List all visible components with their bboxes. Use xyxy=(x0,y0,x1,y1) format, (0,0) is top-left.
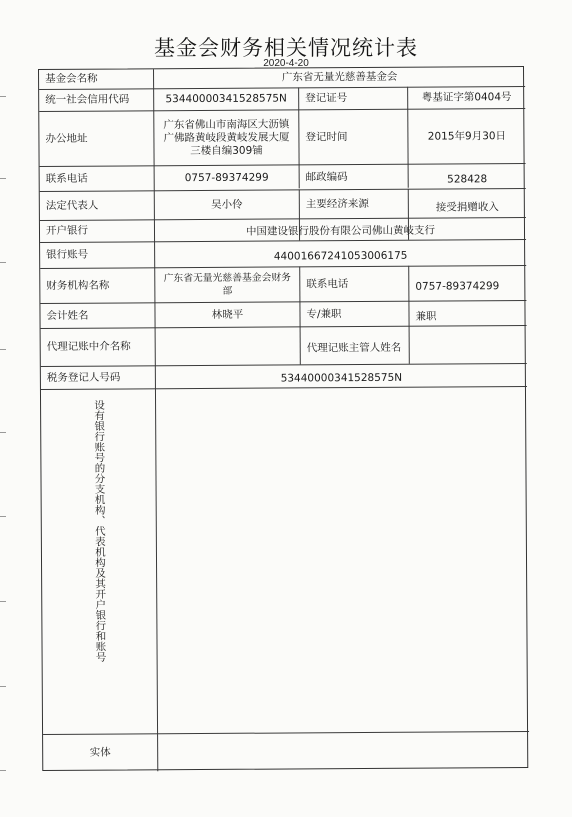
postcode-label: 邮政编码 xyxy=(305,170,348,183)
account-value: 44001667241053006175 xyxy=(273,249,408,263)
income-source-value: 接受捐赠收入 xyxy=(435,200,499,214)
statistics-table xyxy=(38,66,528,771)
tax-id-label: 税务登记人号码 xyxy=(46,371,121,384)
reg-cert-label: 登记证号 xyxy=(305,92,348,105)
scan-mark xyxy=(0,770,6,771)
agency-supervisor-value xyxy=(410,326,527,364)
tax-id-value: 53440000341528575N xyxy=(280,371,403,385)
finance-org-value: 广东省无量光慈善基金会财务部 xyxy=(163,272,291,297)
phone-label: 联系电话 xyxy=(45,172,88,185)
reg-cert-value: 粤基证字第0404号 xyxy=(421,91,512,104)
legal-rep-label: 法定代表人 xyxy=(45,199,99,212)
income-source-label: 主要经济来源 xyxy=(305,197,369,210)
fulltime-value: 兼职 xyxy=(415,310,437,323)
address-value: 广东省佛山市南海区大沥镇广佛路黄岐段黄岐发展大厦三楼自编309铺 xyxy=(163,117,290,157)
entity-label: 实体 xyxy=(89,746,111,759)
finance-phone-value: 0757-89374299 xyxy=(415,279,500,293)
foundation-name-label: 基金会名称 xyxy=(45,72,98,85)
document-title: 基金会财务相关情况统计表 xyxy=(154,36,418,60)
branch-info-label: 设有银行账号的分支机构、代表机构及其开户银行和账号 xyxy=(93,399,107,663)
scan-mark xyxy=(0,686,6,687)
agency-value xyxy=(156,327,300,365)
finance-phone-label: 联系电话 xyxy=(306,277,349,290)
document-date: 2020-4-20 xyxy=(263,58,309,69)
reg-time-label: 登记时间 xyxy=(305,130,348,143)
finance-org-label: 财务机构名称 xyxy=(46,279,110,292)
scan-mark xyxy=(0,262,6,263)
scan-mark xyxy=(0,516,6,517)
foundation-name-value: 广东省无量光慈善基金会 xyxy=(281,70,398,84)
credit-code-label: 统一社会信用代码 xyxy=(45,93,130,106)
branch-info-value xyxy=(156,387,529,733)
postcode-value: 528428 xyxy=(447,172,488,186)
accountant-label: 会计姓名 xyxy=(46,309,89,322)
address-label: 办公地址 xyxy=(45,132,88,145)
scan-mark xyxy=(0,349,6,350)
entity-value xyxy=(158,732,529,771)
agency-label: 代理记账中介名称 xyxy=(46,340,131,353)
scan-mark xyxy=(0,96,6,97)
agency-supervisor-label: 代理记账主管人姓名 xyxy=(306,341,402,355)
accountant-value: 林晓平 xyxy=(211,308,244,321)
phone-value: 0757-89374299 xyxy=(184,171,269,184)
legal-rep-value: 吴小伶 xyxy=(211,198,243,211)
credit-code-value: 53440000341528575N xyxy=(165,92,287,106)
fulltime-label: 专/兼职 xyxy=(306,307,342,320)
reg-time-value: 2015年9月30日 xyxy=(427,129,507,143)
scan-mark xyxy=(0,432,6,433)
bank-label: 开户银行 xyxy=(45,224,89,237)
account-label: 银行账号 xyxy=(46,248,89,261)
bank-value: 中国建设银行股份有限公司佛山黄岐支行 xyxy=(245,224,436,238)
scan-mark xyxy=(0,601,6,602)
scan-mark xyxy=(0,178,6,179)
